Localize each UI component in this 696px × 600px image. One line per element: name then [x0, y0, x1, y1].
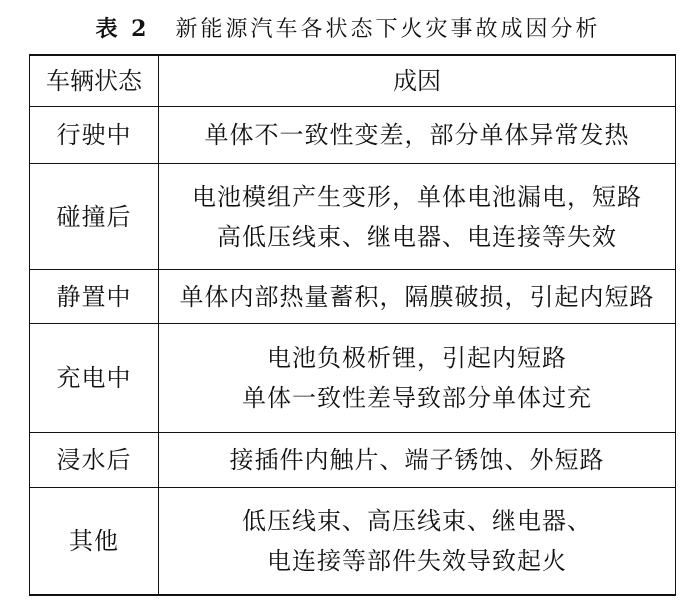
table-number: 表 2 — [95, 16, 150, 42]
table-caption — [0, 12, 696, 43]
table-title: 新能源汽车各状态下火灾事故成因分析 — [175, 17, 601, 42]
table-row — [30, 488, 676, 596]
vehicle-state-cell: 碰撞后 — [30, 164, 159, 270]
cause-line: 单体一致性差导致部分单体过充 — [242, 384, 592, 412]
table-row — [30, 164, 676, 270]
vehicle-state-cell: 充电中 — [30, 324, 159, 433]
table-row — [30, 107, 676, 164]
cause-line: 电池负极析锂，引起内短路 — [267, 344, 567, 372]
vehicle-state-cell: 静置中 — [30, 270, 159, 324]
column-header-cause: 成因 — [159, 55, 676, 107]
cause-cell — [159, 433, 676, 488]
cause-cell — [159, 324, 676, 433]
cause-line: 单体不一致性变差，部分单体异常发热 — [204, 121, 630, 149]
vehicle-state-cell: 行驶中 — [30, 107, 159, 164]
vehicle-state-cell: 浸水后 — [30, 433, 159, 488]
fire-cause-table — [29, 54, 676, 596]
cause-line: 单体内部热量蓄积，隔膜破损，引起内短路 — [179, 282, 655, 311]
column-header-vehicle-state: 车辆状态 — [30, 55, 159, 107]
table-row — [30, 433, 676, 488]
cause-line: 高低压线束、继电器、电连接等失效 — [217, 222, 617, 251]
cause-line: 低压线束、高压线束、继电器、 — [242, 507, 592, 535]
cause-cell — [159, 164, 676, 270]
table-row — [30, 324, 676, 433]
table-row — [30, 270, 676, 324]
cause-cell — [159, 488, 676, 596]
vehicle-state-cell: 其他 — [30, 488, 159, 596]
cause-line: 电池模组产生变形，单体电池漏电，短路 — [192, 182, 642, 211]
table-header-row — [30, 55, 676, 107]
cause-cell — [159, 270, 676, 324]
cause-line: 接插件内触片、端子锈蚀、外短路 — [229, 446, 605, 474]
cause-line: 电连接等部件失效导致起火 — [267, 547, 567, 575]
cause-cell — [159, 107, 676, 164]
